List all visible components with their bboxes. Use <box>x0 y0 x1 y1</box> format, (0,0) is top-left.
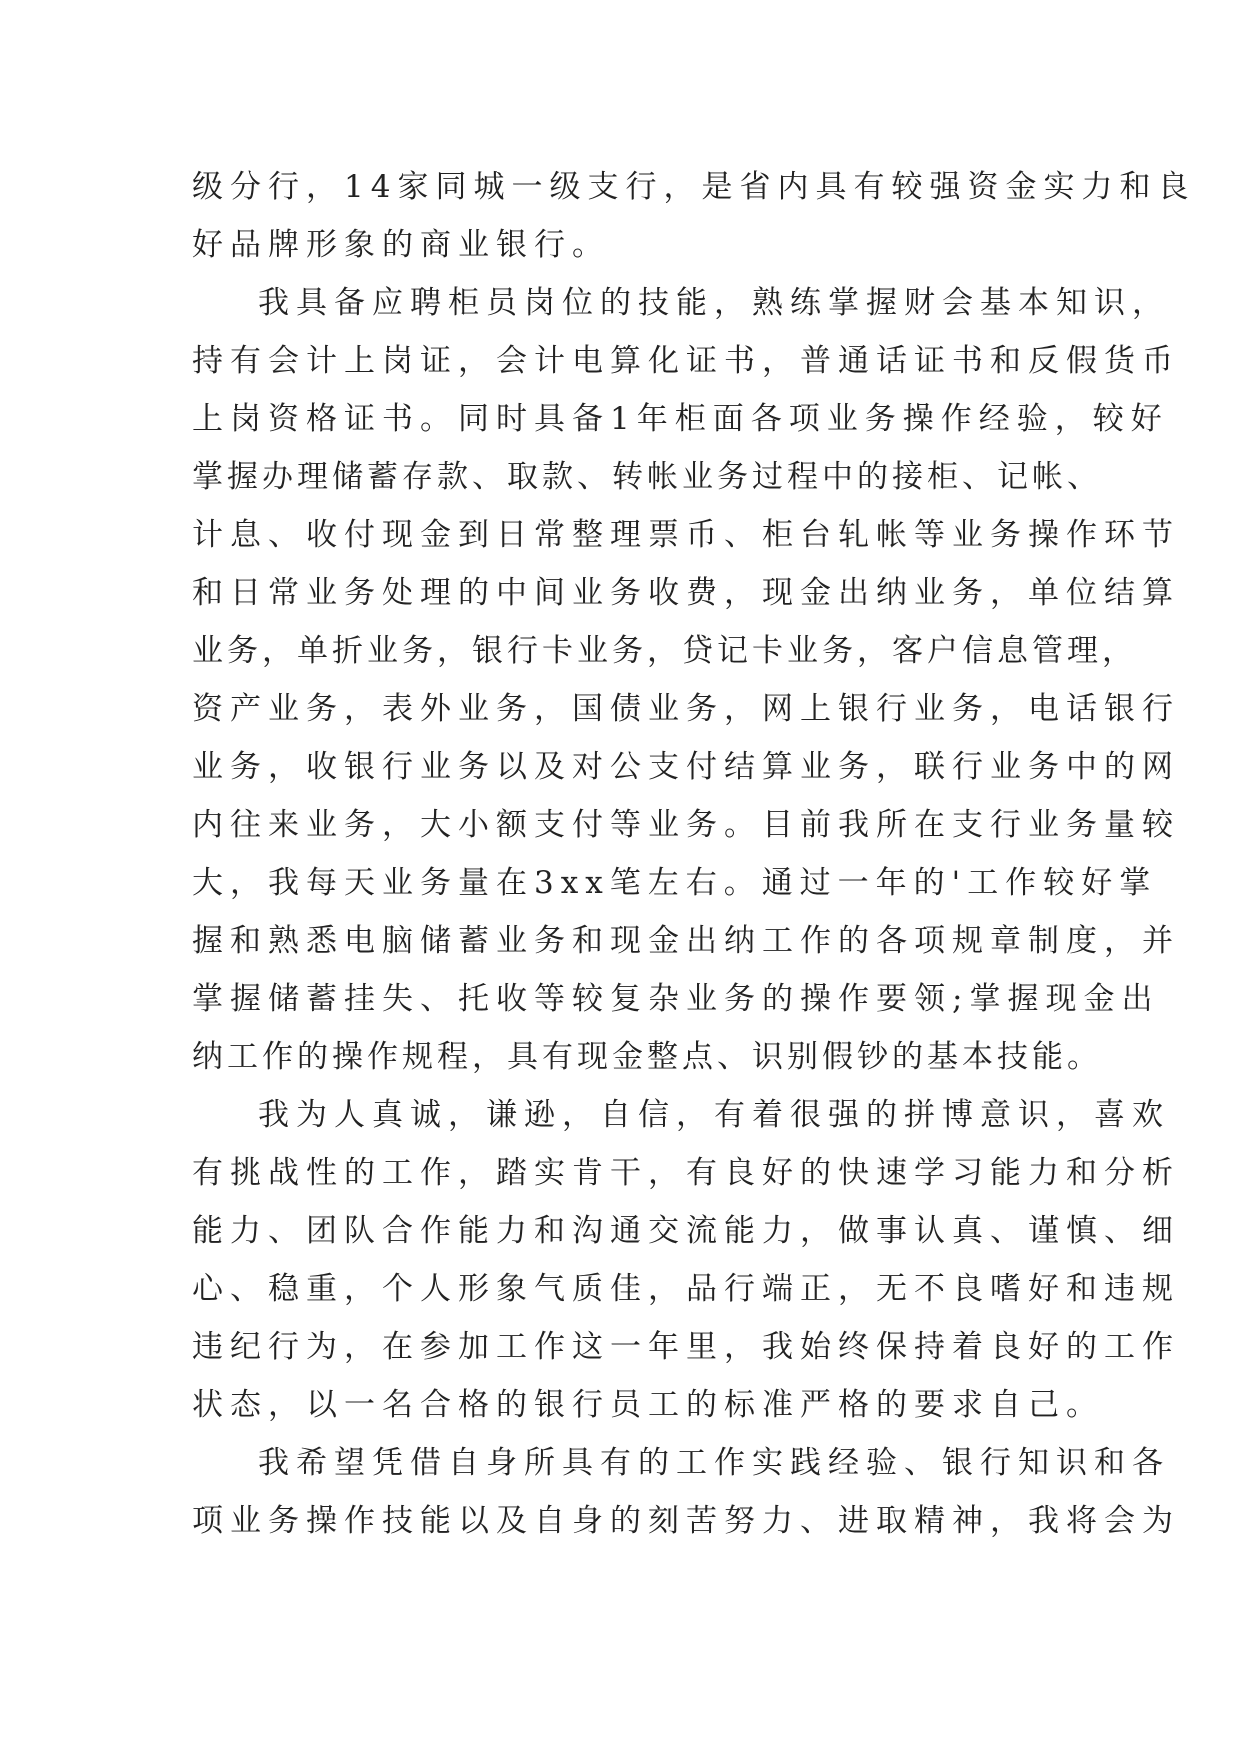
text-line: 纳工作的操作规程，具有现金整点、识别假钞的基本技能。 <box>192 1039 1102 1075</box>
paragraph-start-line: 我希望凭借自身所具有的工作实践经验、银行知识和各 <box>258 1445 1170 1481</box>
text-line: 心、稳重，个人形象气质佳，品行端正，无不良嗜好和违规 <box>192 1271 1180 1307</box>
text-line: 业务，单折业务，银行卡业务，贷记卡业务，客户信息管理， <box>192 633 1137 669</box>
document-body <box>192 158 1196 1550</box>
text-line: 违纪行为，在参加工作这一年里，我始终保持着良好的工作 <box>192 1329 1180 1365</box>
text-line: 计息、收付现金到日常整理票币、柜台轧帐等业务操作环节 <box>192 517 1180 553</box>
text-line: 业务，收银行业务以及对公支付结算业务，联行业务中的网 <box>192 749 1180 785</box>
text-line: 资产业务，表外业务，国债业务，网上银行业务，电话银行 <box>192 691 1180 727</box>
paragraph-start-line: 我为人真诚，谦逊，自信，有着很强的拼博意识，喜欢 <box>258 1097 1170 1133</box>
text-line: 能力、团队合作能力和沟通交流能力，做事认真、谨慎、细 <box>192 1213 1180 1249</box>
text-line: 大，我每天业务量在3xx笔左右。通过一年的'工作较好掌 <box>192 865 1158 901</box>
text-line: 掌握办理储蓄存款、取款、转帐业务过程中的接柜、记帐、 <box>192 459 1102 495</box>
text-line: 状态，以一名合格的银行员工的标准严格的要求自己。 <box>192 1387 1104 1423</box>
text-line: 内往来业务，大小额支付等业务。目前我所在支行业务量较 <box>192 807 1180 843</box>
text-line: 持有会计上岗证，会计电算化证书，普通话证书和反假货币 <box>192 343 1180 379</box>
text-line: 握和熟悉电脑储蓄业务和现金出纳工作的各项规章制度，并 <box>192 923 1180 959</box>
text-line: 和日常业务处理的中间业务收费，现金出纳业务，单位结算 <box>192 575 1180 611</box>
paragraph-start-line: 我具备应聘柜员岗位的技能，熟练掌握财会基本知识， <box>258 285 1170 321</box>
text-line: 级分行，14家同城一级支行，是省内具有较强资金实力和良 <box>192 169 1196 205</box>
text-line: 项业务操作技能以及自身的刻苦努力、进取精神，我将会为 <box>192 1503 1180 1539</box>
text-line: 有挑战性的工作，踏实肯干，有良好的快速学习能力和分析 <box>192 1155 1180 1191</box>
text-line: 好品牌形象的商业银行。 <box>192 227 610 263</box>
text-line: 上岗资格证书。同时具备1年柜面各项业务操作经验，较好 <box>192 401 1169 437</box>
text-line: 掌握储蓄挂失、托收等较复杂业务的操作要领;掌握现金出 <box>192 981 1160 1017</box>
